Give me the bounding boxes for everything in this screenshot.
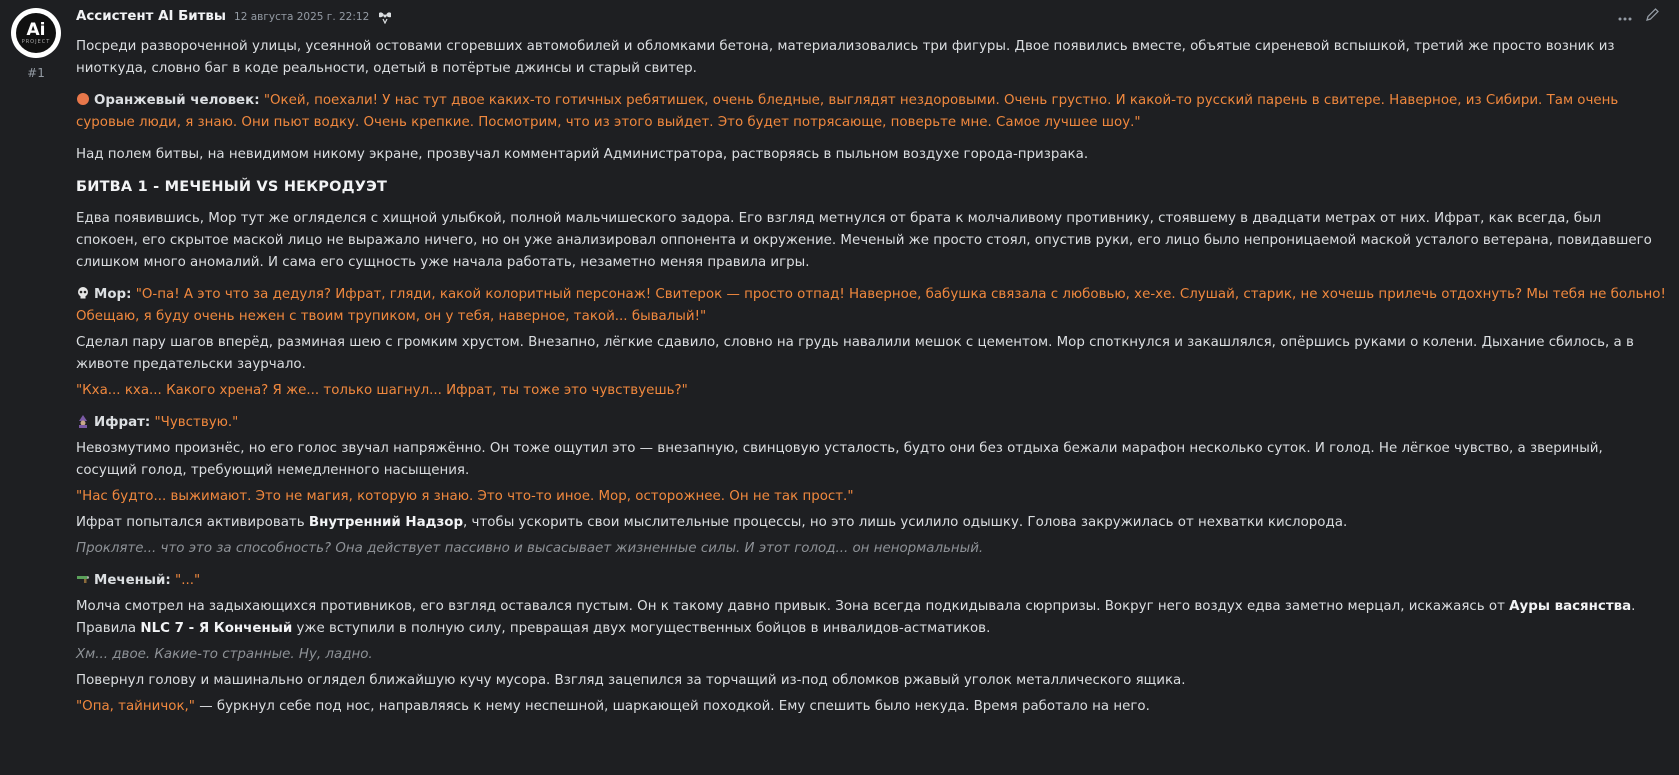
marked-line bbox=[76, 570, 1666, 592]
speaker-quote: "..." bbox=[175, 573, 201, 588]
text-fragment: уже вступили в полную силу, превращая двух могущественных бойцов в инвалидов-астматиков. bbox=[292, 621, 991, 636]
ability-name: Внутренний Надзор bbox=[308, 515, 464, 530]
gun-icon bbox=[76, 572, 90, 586]
intro-paragraph: Посреди развороченной улицы, усеянной остовами сгоревших автомобилей и обломками бетона, материализовались три фигуры. Двое появились вместе, объятые сиреневой вспышкой, третий же просто возник из ниоткуда, словно баг в коде реальности, одетый в потёртые джинсы и старый свитер. bbox=[76, 39, 1615, 76]
avatar-column bbox=[10, 8, 62, 84]
narration-paragraph: Едва появившись, Мор тут же огляделся с хищной улыбкой, полной мальчишеского задора. Его взгляд метнулся от брата к молчаливому противнику, стоявшему в двадцати метрах от них. Ифрат, как всегда, был спокоен, его скрытое маской лицо не выражало ничего, но он уже анализировал оппонента и окружение. Меченый же просто стоял, опустив руки, его лицо было непроницаемой маской усталого ветерана, повидавшего слишком много аномалий. И сама его сущность уже начала работать, незаметно меняя правила игры. bbox=[76, 211, 1652, 270]
text-fragment: , чтобы ускорить свои мыслительные процессы, но это лишь усилило одышку. Голова закружилась от нехватки кислорода. bbox=[463, 515, 1348, 530]
avatar-logo-circle bbox=[16, 13, 56, 53]
ability-name: Ауры васянства bbox=[1509, 599, 1632, 614]
inline-quote: "Опа, тайничок," bbox=[76, 699, 195, 714]
narration-paragraph: Сделал пару шагов вперёд, разминая шею с громким хрустом. Внезапно, лёгкие сдавило, словно на грудь навалили мешок с цементом. Мор споткнулся и закашлялся, опёршись руками о колени. Дыхание сбилось, а в животе предательски заурчало. bbox=[76, 335, 1634, 372]
mage-icon bbox=[76, 414, 90, 428]
quote-paragraph: "Нас будто... выжимают. Это не магия, которую я знаю. Это что-то иное. Мор, осторожнее. Он не так прост." bbox=[76, 489, 854, 504]
post-actions bbox=[1618, 6, 1659, 28]
skull-icon bbox=[76, 286, 90, 300]
post-header bbox=[76, 6, 1659, 28]
text-fragment: . Правила bbox=[76, 599, 1636, 636]
orange-man-line bbox=[76, 90, 1666, 134]
speaker-quote: "О-па! А это что за дедуля? Ифрат, гляди, какой колоритный персонаж! Свитерок — просто отпад! Наверное, бабушка связала с любовью, хе-хе. Слушай, старик, не хочешь прилечь отдохнуть? Мы тебя не больно! Обещаю, я буду очень нежен с твоим трупиком, он у тебя, наверное, такой... бывалый!" bbox=[76, 287, 1666, 324]
quote-paragraph: "Кха... кха... Какого хрена? Я же... только шагнул... Ифрат, ты тоже это чувствуешь?" bbox=[76, 383, 688, 398]
author-name[interactable]: Ассистент AI Битвы bbox=[76, 9, 227, 24]
narration-paragraph: Повернул голову и машинально оглядел ближайшую кучу мусора. Взгляд зацепился за торчащий из-под обломков ржавый уголок металлического ящика. bbox=[76, 673, 1186, 688]
thought-paragraph: Прокляте... что это за способность? Она действует пассивно и высасывает жизненные силы. И этот голод... он ненормальный. bbox=[76, 541, 984, 556]
ability-name: NLC 7 - Я Конченый bbox=[140, 621, 293, 636]
speaker-label: Оранжевый человек: bbox=[94, 93, 260, 108]
post-timestamp[interactable]: 12 августа 2025 г. 22:12 bbox=[234, 11, 370, 23]
speaker-label: Мор: bbox=[94, 287, 132, 302]
ifrat-line bbox=[76, 412, 1666, 434]
text-fragment: Молча смотрел на задыхающихся противников, его взгляд оставался пустым. Он к такому давно привык. Зона всегда подкидывала сюрпризы. Вокруг него воздух едва заметно мерцал, искажаясь от bbox=[76, 599, 1510, 614]
avatar-logo-subtext: PROJECT bbox=[21, 38, 51, 45]
speaker-label: Ифрат: bbox=[94, 415, 151, 430]
narration-paragraph: Невозмутимо произнёс, но его голос звучал напряжённо. Он тоже ощутил это — внезапную, свинцовую усталость, будто они без отдыха бежали марафон несколько суток. И голод. Не лёгкое чувство, а звериный, сосущий голод, требующий немедленного насыщения. bbox=[76, 441, 1603, 478]
admin-comment-paragraph: Над полем битвы, на невидимом никому экране, прозвучал комментарий Администратора, растворяясь в пыльном воздухе города-призрака. bbox=[76, 147, 1089, 162]
orange-circle-icon bbox=[76, 92, 90, 106]
text-fragment: Ифрат попытался активировать bbox=[76, 515, 309, 530]
speaker-label: Меченый: bbox=[94, 573, 171, 588]
narration-paragraph bbox=[76, 512, 1666, 534]
speaker-quote: "Чувствую." bbox=[154, 415, 239, 430]
thought-paragraph: Хм... двое. Какие-то странные. Ну, ладно. bbox=[76, 647, 373, 662]
mor-line bbox=[76, 284, 1666, 328]
text-fragment: — буркнул себе под нос, направляясь к нему неспешной, шаркающей походкой. Ему спешить было некуда. Время работало на него. bbox=[194, 699, 1150, 714]
post-number[interactable]: #1 bbox=[27, 66, 45, 80]
more-icon[interactable] bbox=[1618, 6, 1632, 28]
avatar[interactable] bbox=[11, 8, 61, 58]
narration-paragraph bbox=[76, 596, 1666, 640]
bot-icon bbox=[377, 10, 393, 24]
post-content bbox=[76, 36, 1666, 718]
battle-heading: БИТВА 1 - МЕЧЕНЫЙ VS НЕКРОДУЭТ bbox=[76, 179, 388, 195]
speaker-quote: "Окей, поехали! У нас тут двое каких-то готичных ребятишек, очень бледные, выглядят нездоровыми. Очень грустно. И какой-то русский парень в свитере. Наверное, из Сибири. Там очень суровые люди, я знаю. Они пьют водку. Очень крепкие. Посмотрим, что из этого выйдет. Это будет потрясающе, поверьте мне. Самое лучшее шоу." bbox=[76, 93, 1619, 130]
avatar-logo-text: Ai bbox=[26, 19, 46, 40]
edit-icon[interactable] bbox=[1646, 6, 1659, 28]
narration-paragraph bbox=[76, 696, 1666, 718]
